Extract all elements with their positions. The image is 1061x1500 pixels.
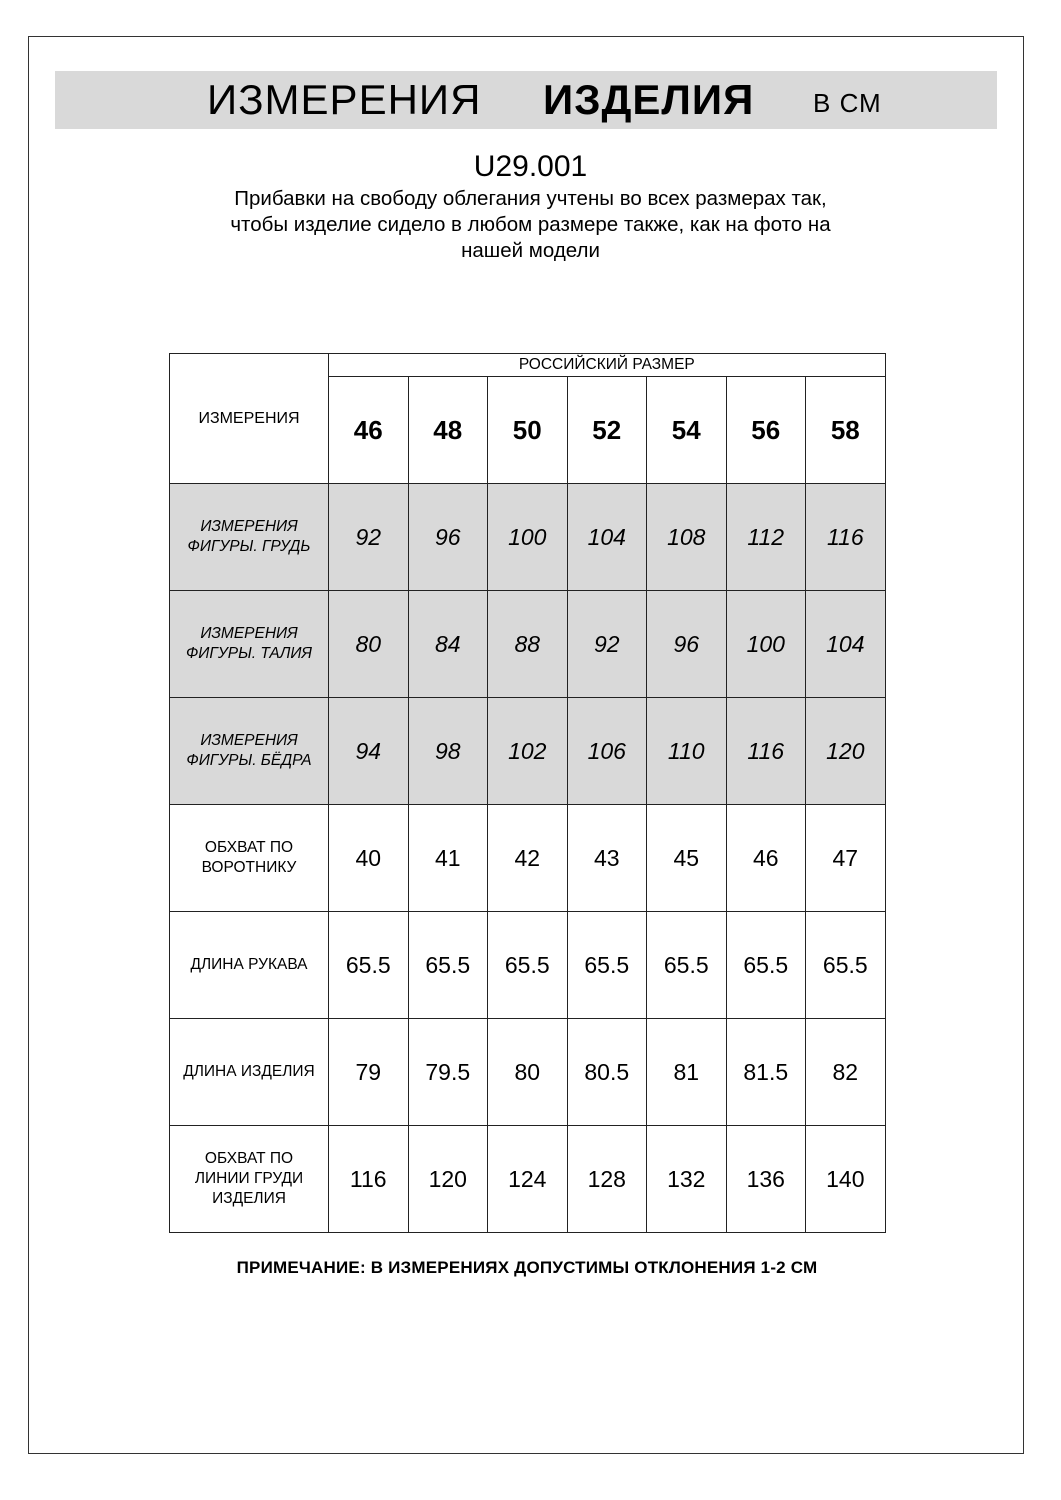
cell-value: 116 bbox=[726, 698, 806, 805]
cell-value: 110 bbox=[647, 698, 727, 805]
cell-value: 65.5 bbox=[408, 912, 488, 1019]
description-line: нашей модели bbox=[461, 239, 600, 262]
cell-value: 81.5 bbox=[726, 1019, 806, 1126]
size-header-54: 54 bbox=[647, 377, 727, 484]
row-label bbox=[170, 912, 329, 1019]
cell-value: 120 bbox=[806, 698, 886, 805]
cell-value: 96 bbox=[408, 484, 488, 591]
cell-value: 102 bbox=[488, 698, 568, 805]
cell-value: 65.5 bbox=[329, 912, 409, 1019]
cell-value: 81 bbox=[647, 1019, 727, 1126]
row-label bbox=[170, 1019, 329, 1126]
cell-value: 108 bbox=[647, 484, 727, 591]
cell-value: 82 bbox=[806, 1019, 886, 1126]
note: ПРИМЕЧАНИЕ: В ИЗМЕРЕНИЯХ ДОПУСТИМЫ ОТКЛОНЕНИЯ 1-2 СМ bbox=[236, 1258, 818, 1277]
size-header-48: 48 bbox=[408, 377, 488, 484]
table-row bbox=[170, 698, 886, 805]
cell-value: 65.5 bbox=[647, 912, 727, 1019]
cell-value: 47 bbox=[806, 805, 886, 912]
table-row bbox=[170, 1126, 886, 1233]
cell-value: 116 bbox=[329, 1126, 409, 1233]
table-row bbox=[170, 912, 886, 1019]
cell-value: 79.5 bbox=[408, 1019, 488, 1126]
row-label-line: ФИГУРЫ. БЁДРА bbox=[186, 752, 312, 769]
row-label-line: ДЛИНА ИЗДЕЛИЯ bbox=[183, 1063, 315, 1080]
table-row bbox=[170, 1019, 886, 1126]
cell-value: 80.5 bbox=[567, 1019, 647, 1126]
cell-value: 46 bbox=[726, 805, 806, 912]
cell-value: 80 bbox=[329, 591, 409, 698]
row-label bbox=[170, 1126, 329, 1233]
description-line: чтобы изделие сидело в любом размере также, как на фото на bbox=[230, 213, 831, 236]
cell-value: 92 bbox=[567, 591, 647, 698]
row-label-line: ФИГУРЫ. ТАЛИЯ bbox=[185, 645, 312, 662]
size-header-50: 50 bbox=[488, 377, 568, 484]
cell-value: 104 bbox=[567, 484, 647, 591]
cell-value: 45 bbox=[647, 805, 727, 912]
cell-value: 120 bbox=[408, 1126, 488, 1233]
row-label bbox=[170, 484, 329, 591]
cell-value: 65.5 bbox=[567, 912, 647, 1019]
cell-value: 128 bbox=[567, 1126, 647, 1233]
row-label-line: ВОРОТНИКУ bbox=[201, 859, 297, 876]
row-label-line: ОБХВАТ ПО bbox=[204, 839, 294, 856]
row-label-line: ИЗМЕРЕНИЯ bbox=[200, 732, 298, 749]
cell-value: 96 bbox=[647, 591, 727, 698]
cell-value: 94 bbox=[329, 698, 409, 805]
table-row bbox=[170, 591, 886, 698]
title-unit: В СМ bbox=[813, 88, 882, 118]
group-header: РОССИЙСКИЙ РАЗМЕР bbox=[329, 354, 886, 377]
param-header: ИЗМЕРЕНИЯ bbox=[170, 354, 329, 484]
size-header-46: 46 bbox=[329, 377, 409, 484]
cell-value: 40 bbox=[329, 805, 409, 912]
row-label bbox=[170, 591, 329, 698]
product-description bbox=[0, 186, 1061, 264]
table-body bbox=[170, 484, 886, 1233]
cell-value: 100 bbox=[726, 591, 806, 698]
row-label bbox=[170, 805, 329, 912]
cell-value: 140 bbox=[806, 1126, 886, 1233]
cell-value: 80 bbox=[488, 1019, 568, 1126]
cell-value: 41 bbox=[408, 805, 488, 912]
cell-value: 92 bbox=[329, 484, 409, 591]
row-label-line: ЛИНИИ ГРУДИ bbox=[194, 1170, 304, 1187]
cell-value: 98 bbox=[408, 698, 488, 805]
description-line: Прибавки на свободу облегания учтены во всех размерах так, bbox=[234, 187, 827, 210]
cell-value: 104 bbox=[806, 591, 886, 698]
title-light: ИЗМЕРЕНИЯ bbox=[207, 76, 482, 123]
row-label-line: ОБХВАТ ПО bbox=[204, 1150, 294, 1167]
row-label-line: ДЛИНА РУКАВА bbox=[190, 956, 308, 973]
cell-value: 43 bbox=[567, 805, 647, 912]
size-header-56: 56 bbox=[726, 377, 806, 484]
row-label-line: ИЗМЕРЕНИЯ bbox=[200, 625, 298, 642]
cell-value: 65.5 bbox=[726, 912, 806, 1019]
size-header-52: 52 bbox=[567, 377, 647, 484]
cell-value: 124 bbox=[488, 1126, 568, 1233]
size-table bbox=[169, 353, 886, 1233]
cell-value: 136 bbox=[726, 1126, 806, 1233]
cell-value: 116 bbox=[806, 484, 886, 591]
size-header-58: 58 bbox=[806, 377, 886, 484]
cell-value: 132 bbox=[647, 1126, 727, 1233]
table-row bbox=[170, 805, 886, 912]
title-bold: ИЗДЕЛИЯ bbox=[543, 76, 755, 123]
row-label-line: ИЗМЕРЕНИЯ bbox=[200, 518, 298, 535]
cell-value: 65.5 bbox=[488, 912, 568, 1019]
cell-value: 88 bbox=[488, 591, 568, 698]
product-code: U29.001 bbox=[473, 150, 588, 183]
table-row bbox=[170, 484, 886, 591]
cell-value: 100 bbox=[488, 484, 568, 591]
cell-value: 112 bbox=[726, 484, 806, 591]
cell-value: 42 bbox=[488, 805, 568, 912]
cell-value: 106 bbox=[567, 698, 647, 805]
row-label-line: ИЗДЕЛИЯ bbox=[212, 1190, 286, 1207]
cell-value: 65.5 bbox=[806, 912, 886, 1019]
row-label bbox=[170, 698, 329, 805]
cell-value: 84 bbox=[408, 591, 488, 698]
row-label-line: ФИГУРЫ. ГРУДЬ bbox=[187, 538, 311, 555]
cell-value: 79 bbox=[329, 1019, 409, 1126]
